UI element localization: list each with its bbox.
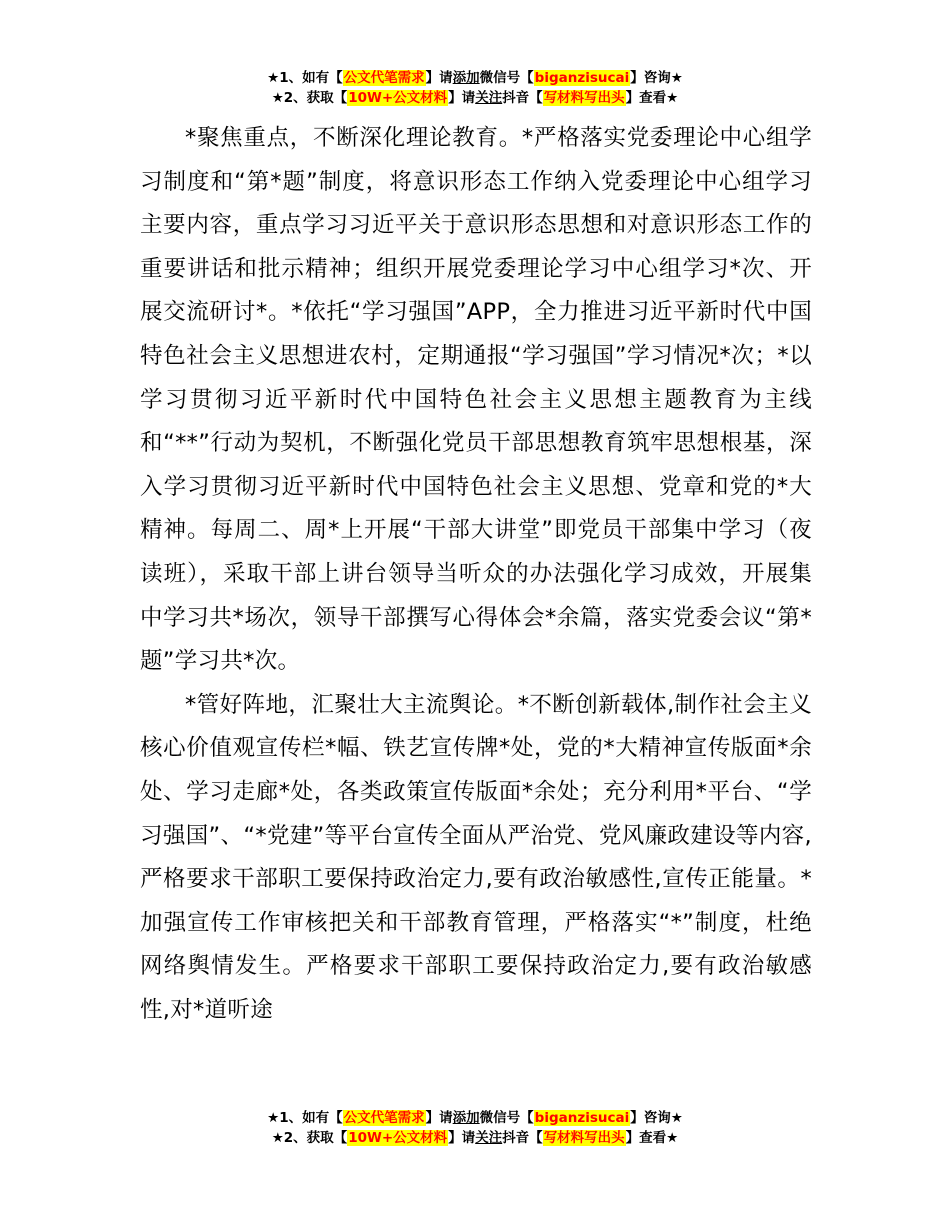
banner-highlight: biganzisucai — [534, 1110, 630, 1126]
banner-line-1 — [0, 68, 950, 88]
banner-highlight: 写材料写出头 — [543, 1130, 625, 1146]
banner-text: ★1、如有【 — [267, 70, 343, 86]
banner-highlight: 公文代笔需求 — [343, 70, 425, 86]
banner-underline: 添加 — [452, 70, 480, 86]
footer-banner — [0, 1108, 950, 1148]
banner-line-1 — [0, 1108, 950, 1128]
banner-underline: 关注 — [475, 90, 503, 106]
banner-highlight: 公文代笔需求 — [343, 1110, 425, 1126]
banner-text: 】咨询★ — [630, 70, 683, 86]
banner-underline: 关注 — [475, 1130, 503, 1146]
banner-text: 】请 — [448, 1130, 476, 1146]
banner-text: 微信号【 — [479, 1110, 534, 1126]
banner-line-2 — [0, 88, 950, 108]
banner-text: 】请 — [425, 1110, 453, 1126]
banner-line-2 — [0, 1128, 950, 1148]
banner-text: 抖音【 — [502, 1130, 543, 1146]
banner-highlight: 10W+公文材料 — [348, 1130, 448, 1146]
banner-text: ★1、如有【 — [267, 1110, 343, 1126]
banner-highlight: 10W+公文材料 — [348, 90, 448, 106]
banner-highlight: biganzisucai — [534, 70, 630, 86]
banner-text: ★2、获取【 — [271, 90, 348, 106]
banner-text: 】请 — [448, 90, 476, 106]
banner-text: 】查看★ — [625, 1130, 679, 1146]
body-paragraph: *管好阵地，汇聚壮大主流舆论。*不断创新载体,制作社会主义核心价值观宣传栏*幅、铁艺宣传牌*处，党的*大精神宣传版面*余处、学习走廊*处，各类政策宣传版面*余处；充分利用*平台、“学习强国”、“*党建”等平台宣传全面从严治党、党风廉政建设等内容,严格要求干部职工要保持政治定力,要有政治敏感性,宣传正能量。*加强宣传工作审核把关和干部教育管理，严格落实“*”制度，杜绝网络舆情发生。严格要求干部职工要保持政治定力,要有政治敏感性,对*道听途 — [140, 691, 812, 1023]
banner-text: 】查看★ — [625, 90, 679, 106]
banner-text: 】咨询★ — [630, 1110, 683, 1126]
header-banner — [0, 68, 950, 108]
banner-text: 微信号【 — [479, 70, 534, 86]
banner-text: ★2、获取【 — [271, 1130, 348, 1146]
body-paragraph: *聚焦重点，不断深化理论教育。*严格落实党委理论中心组学习制度和“第*题”制度，将意识形态工作纳入党委理论中心组学习主要内容，重点学习习近平关于意识形态思想和对意识形态工作的重要讲话和批示精神；组织开展党委理论学习中心组学习*次、开展交流研讨*。*依托“学习强国”APP，全力推进习近平新时代中国特色社会主义思想进农村，定期通报“学习强国”学习情况*次；*以学习贯彻习近平新时代中国特色社会主义思想主题教育为主线和“**”行动为契机，不断强化党员干部思想教育筑牢思想根基，深入学习贯彻习近平新时代中国特色社会主义思想、党章和党的*大精神。每周二、周*上开展“干部大讲堂”即党员干部集中学习（夜读班），采取干部上讲台领导当听众的办法强化学习成效，开展集中学习共*场次，领导干部撰写心得体会*余篇，落实党委会议“第*题”学习共*次。 — [140, 125, 812, 675]
banner-highlight: 写材料写出头 — [543, 90, 625, 106]
banner-underline: 添加 — [452, 1110, 480, 1126]
banner-text: 抖音【 — [502, 90, 543, 106]
document-body — [140, 117, 812, 1032]
banner-text: 】请 — [425, 70, 453, 86]
